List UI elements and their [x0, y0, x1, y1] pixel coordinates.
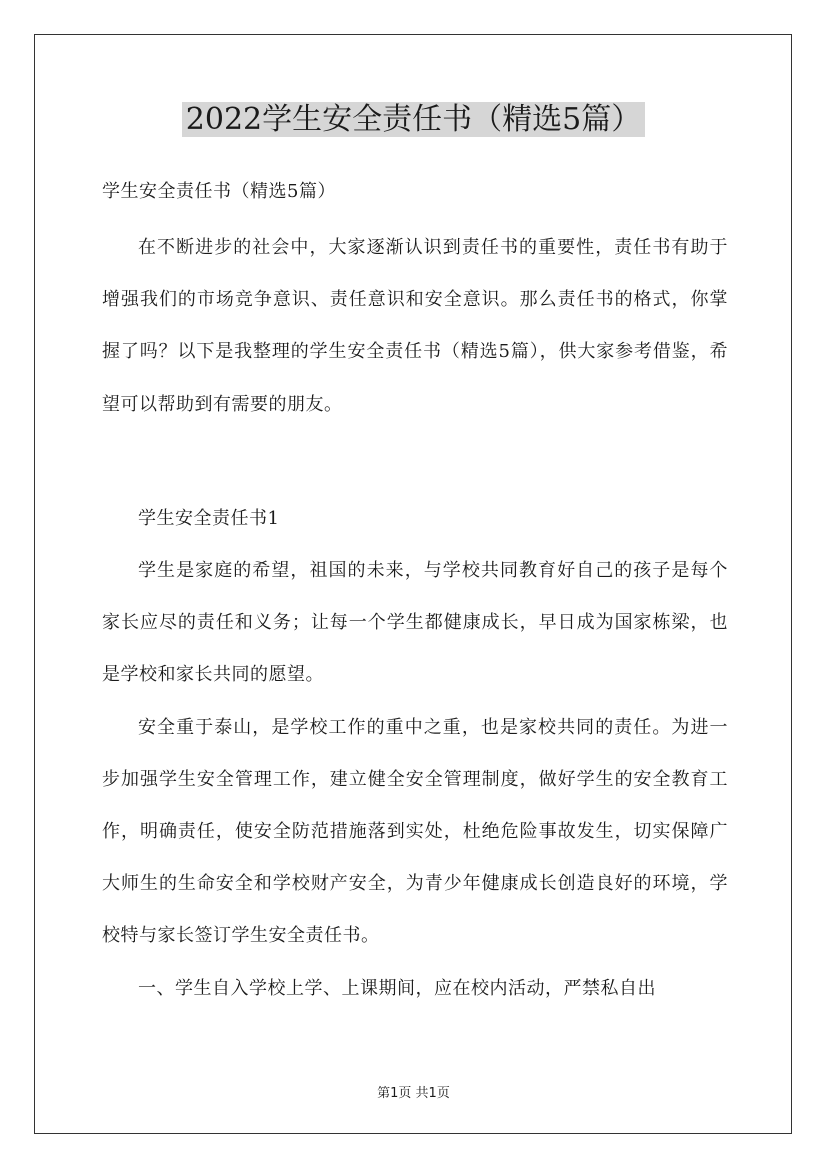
document-subtitle: 学生安全责任书（精选5篇）: [102, 181, 336, 202]
page-footer: 第1页 共1页: [377, 1086, 450, 1101]
section-body: [102, 545, 728, 1015]
body-paragraph-1: 学生是家庭的希望，祖国的未来，与学校共同教育好自己的孩子是每个家长应尽的责任和义务；让每一个学生都健康成长，早日成为国家栋梁，也是学校和家长共同的愿望。: [102, 560, 728, 686]
document-title: [0, 100, 827, 140]
body-paragraph-2: 安全重于泰山，是学校工作的重中之重，也是家校共同的责任。为进一步加强学生安全管理工作，建立健全安全管理制度，做好学生的安全教育工作，明确责任，使安全防范措施落到实处，杜绝危险事故发生，切实保障广大师生的生命安全和学校财产安全，为青少年健康成长创造良好的环境，学校特与家长签订学生安全责任书。: [102, 716, 728, 947]
document-title-text: 2022学生安全责任书（精选5篇）: [182, 102, 645, 137]
body-paragraph-3: 一、学生自入学校上学、上课期间，应在校内活动，严禁私自出: [138, 977, 656, 999]
section-heading: 学生安全责任书1: [138, 508, 280, 529]
intro-paragraph: 在不断进步的社会中，大家逐渐认识到责任书的重要性，责任书有助于增强我们的市场竞争意识、责任意识和安全意识。那么责任书的格式，你掌握了吗？以下是我整理的学生安全责任书（精选5篇），供大家参考借鉴，希望可以帮助到有需要的朋友。: [102, 237, 728, 415]
